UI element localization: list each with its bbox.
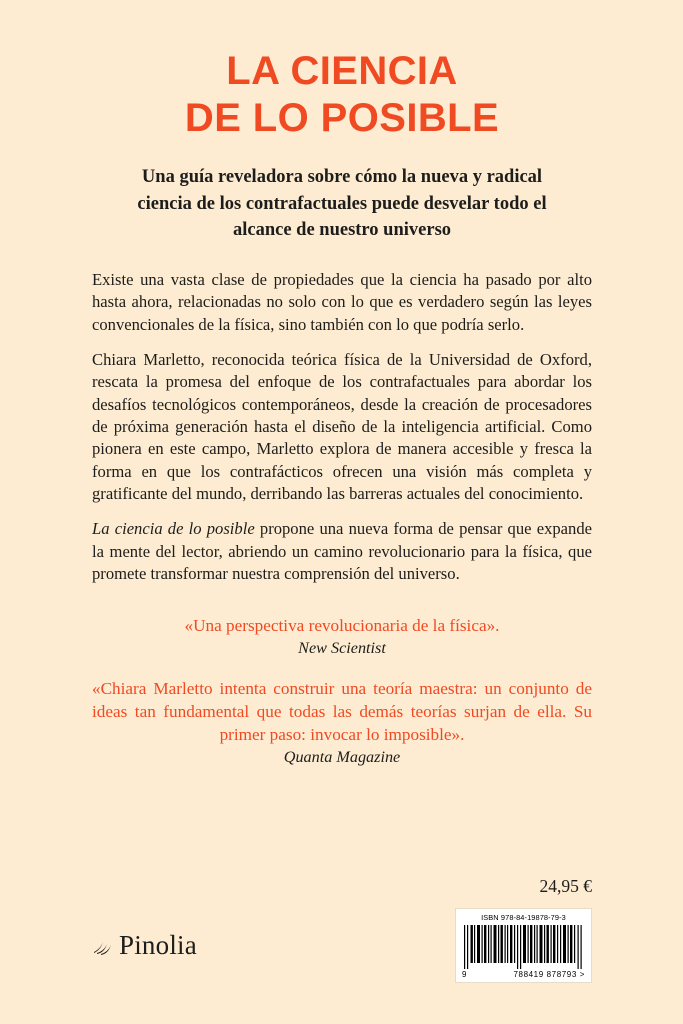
- blurb-paragraph-3: [92, 518, 592, 585]
- press-quote-2-text: «Chiara Marletto intenta construir una teoría maestra: un conjunto de ideas tan fundamental que todas las demás teorías surjan de ella. Su primer paso: invocar lo imposible».: [92, 679, 592, 744]
- price-label: 24,95 €: [539, 876, 592, 896]
- barcode-digits-right: 788419 878793 >: [513, 970, 585, 979]
- blurb-title-mention: La ciencia de lo posible: [92, 519, 255, 539]
- blurb-text: [92, 269, 592, 585]
- barcode-digits-left: 9: [462, 970, 468, 979]
- press-quote-2: [92, 678, 592, 767]
- blurb-paragraph-2: Chiara Marletto, reconocida teórica física de la Universidad de Oxford, rescata la promesa del enfoque de los contrafactuales para abordar los desafíos tecnológicos contemporáneos, desde la creación de procesadores de próxima generación hasta el diseño de la inteligencia artificial. Como pionera en este campo, Marletto explora de manera accesible y fresca la forma en que los contrafácticos ofrecen una visión más completa y gratificante del mundo, derribando las barreras actuales del conocimiento.: [92, 350, 592, 503]
- cover-content: [92, 0, 592, 1024]
- barcode-digits: [461, 970, 586, 979]
- book-subtitle-line-2: ciencia de los contrafactuales puede desvelar todo el: [137, 193, 547, 214]
- book-subtitle-line-3: alcance de nuestro universo: [232, 219, 452, 240]
- press-quote-1: [92, 615, 592, 658]
- press-quote-1-source: New Scientist: [298, 639, 386, 658]
- press-quote-1-text: «Una perspectiva revolucionaria de la física».: [184, 616, 500, 636]
- barcode: [455, 908, 592, 983]
- barcode-bars: [461, 925, 586, 969]
- book-title-line-2: DE LO POSIBLE: [184, 96, 500, 141]
- isbn-text: ISBN 978-84-19878-79-3: [481, 913, 566, 922]
- press-quotes: [92, 615, 592, 767]
- book-subtitle-line-1: Una guía reveladora sobre cómo la nueva y radical: [141, 167, 543, 188]
- publisher-name: Pinolia: [119, 930, 197, 960]
- press-quote-2-source: Quanta Magazine: [283, 747, 401, 766]
- blurb-paragraph-3-rest: propone una nueva forma de pensar que expande la mente del lector, abriendo un camino revolucionario para la física, que promete transformar nuestra comprensión del universo.: [92, 519, 592, 583]
- book-title: [92, 0, 592, 142]
- book-title-line-1: LA CIENCIA: [226, 49, 458, 93]
- book-subtitle: [92, 164, 592, 243]
- blurb-paragraph-1: Existe una vasta clase de propiedades que la ciencia ha pasado por alto hasta ahora, relacionadas no solo con lo que es verdadero según las leyes convencionales de la física, sino también con lo que podría serlo.: [92, 270, 592, 334]
- publisher-leaf-icon: [92, 936, 116, 956]
- publisher-logo: [92, 932, 197, 959]
